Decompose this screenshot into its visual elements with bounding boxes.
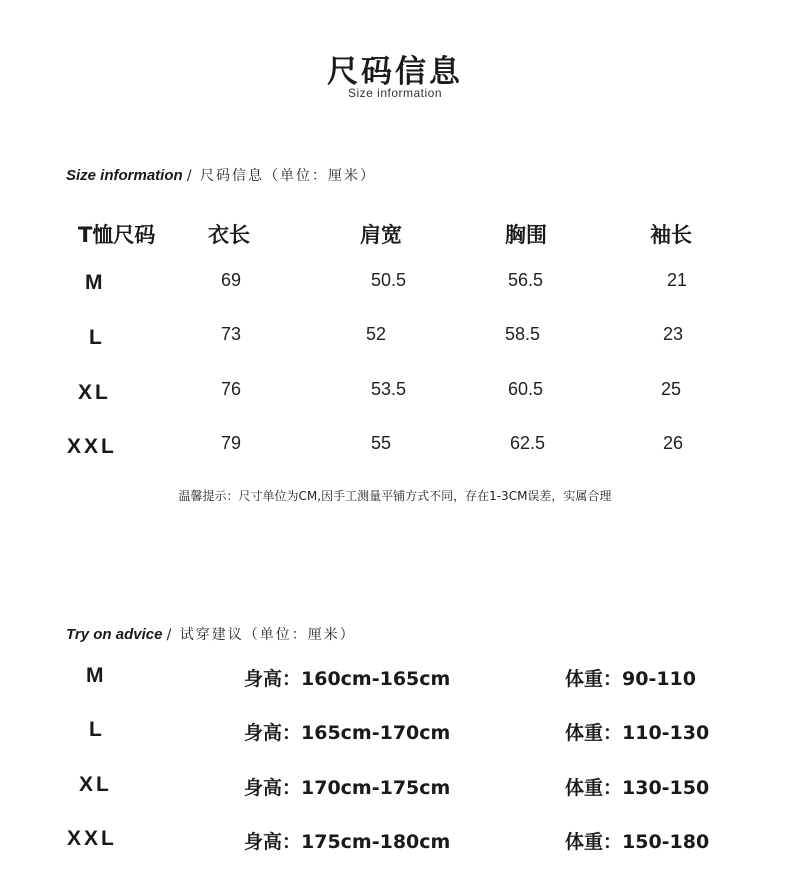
size-section-heading-cn: / 尺码信息（单位：厘米） xyxy=(186,168,377,184)
table-cell: 60.5 xyxy=(508,379,544,399)
advice-size-l: L xyxy=(89,718,105,741)
table-cell: 52 xyxy=(366,324,387,344)
table-cell: 69 xyxy=(221,270,242,290)
table-cell: 53.5 xyxy=(371,379,407,399)
measurement-note: 温馨提示：尺寸单位为CM,因手工测量平铺方式不同，存在1-3CM误差，实属合理 xyxy=(178,489,612,503)
table-cell: 21 xyxy=(667,270,688,290)
advice-size-xxl: XXL xyxy=(67,827,117,850)
table-cell: 76 xyxy=(221,379,242,399)
header-chest: 胸围 xyxy=(505,223,547,247)
advice-height: 身高：170cm-175cm xyxy=(244,777,451,799)
header-size: T恤尺码 xyxy=(78,223,156,247)
table-cell: 50.5 xyxy=(371,270,407,290)
table-cell: 25 xyxy=(661,379,682,399)
table-cell: 73 xyxy=(221,324,242,344)
advice-weight: 体重：150-180 xyxy=(565,831,710,853)
table-cell: 58.5 xyxy=(505,324,541,344)
table-cell: 23 xyxy=(663,324,684,344)
advice-weight: 体重：90-110 xyxy=(565,668,696,690)
table-cell: 56.5 xyxy=(508,270,544,290)
table-cell: 62.5 xyxy=(510,433,546,453)
size-section-heading-en: Size information xyxy=(66,167,183,184)
size-section-heading xyxy=(66,165,376,185)
advice-weight: 体重：130-150 xyxy=(565,777,710,799)
row-size-m: M xyxy=(85,271,106,294)
advice-height: 身高：175cm-180cm xyxy=(244,831,451,853)
advice-size-xl: XL xyxy=(79,773,112,796)
row-size-xl: XL xyxy=(78,381,111,404)
table-cell: 55 xyxy=(371,433,392,453)
advice-section-heading xyxy=(66,624,356,644)
advice-weight: 体重：110-130 xyxy=(565,722,710,744)
table-cell: 79 xyxy=(221,433,242,453)
advice-height: 身高：160cm-165cm xyxy=(244,668,451,690)
table-cell: 26 xyxy=(663,433,684,453)
row-size-l: L xyxy=(89,326,105,349)
advice-section-heading-en: Try on advice xyxy=(66,626,163,643)
row-size-xxl: XXL xyxy=(67,435,117,458)
header-length: 衣长 xyxy=(208,223,250,247)
advice-section-heading-cn: / 试穿建议（单位：厘米） xyxy=(166,627,356,643)
advice-size-m: M xyxy=(86,664,107,687)
advice-height: 身高：165cm-170cm xyxy=(244,722,451,744)
header-sleeve: 袖长 xyxy=(650,223,692,247)
page-title: 尺码信息 xyxy=(327,54,463,90)
page-subtitle: Size information xyxy=(347,86,443,100)
header-shoulder: 肩宽 xyxy=(360,223,402,247)
